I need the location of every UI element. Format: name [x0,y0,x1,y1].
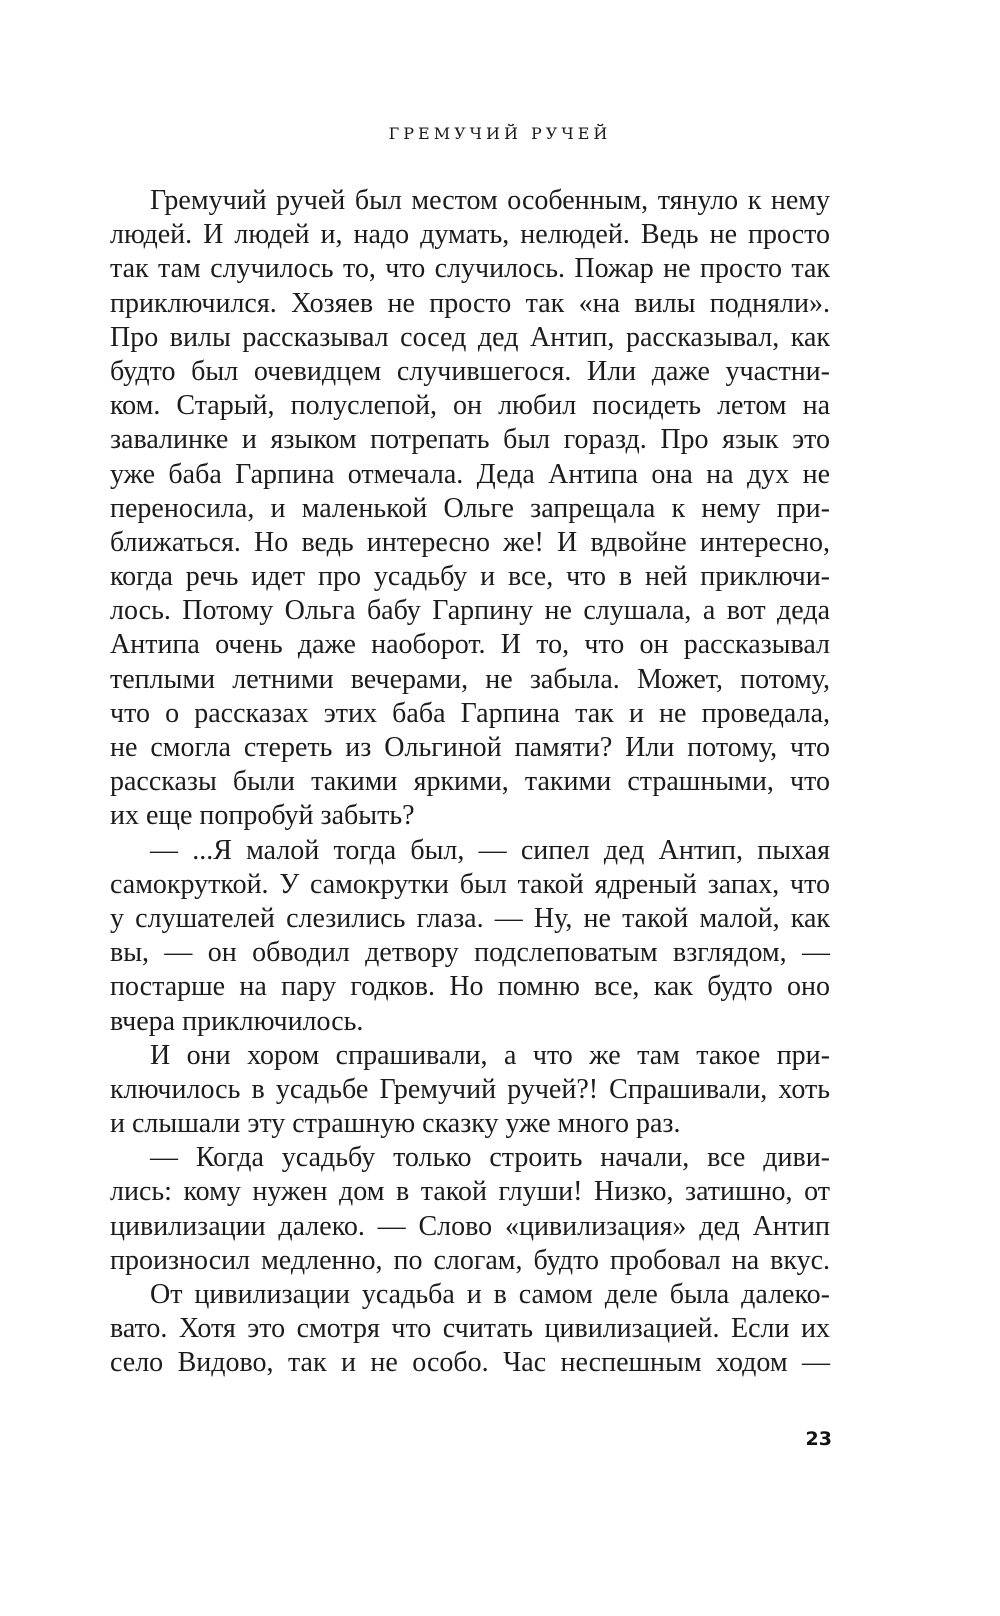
text-line: теплыми летними вечерами, не забыла. Может, потому, [110,663,830,695]
text-line: И они хором спрашивали, а что же там такое при- [150,1039,830,1071]
text-line: лось. Потому Ольга бабу Гарпину не слушала, а вот деда [110,595,830,627]
text-line: уже баба Гарпина отмечала. Деда Антипа она на дух не [110,458,830,490]
text-line: лись: кому нужен дом в такой глуши! Низко, затишно, от [110,1176,830,1208]
text-line: у слушателей слезились глаза. — Ну, не такой малой, как [110,902,830,934]
running-head: ГРЕМУЧИЙ РУЧЕЙ [388,124,612,143]
text-line: Антипа очень даже наоборот. И то, что он рассказывал [110,629,830,661]
text-line: ближаться. Но ведь интересно же! И вдвойне интересно, [110,526,830,558]
text-line: От цивилизации усадьба и в самом деле была далеко- [150,1279,830,1310]
text-line: ком. Старый, полуслепой, он любил посидеть летом на [110,390,830,422]
text-line: когда речь идет про усадьбу и все, что в ней приключи- [110,561,830,593]
text-line: переносила, и маленькой Ольге запрещала к нему при- [110,492,830,524]
text-line: Про вилы рассказывал сосед дед Антип, рассказывал, как [110,321,830,353]
text-line: вы, — он обводил детвору подслеповатым взглядом, — [110,937,830,969]
text-line: самокруткой. У самокрутки был такой ядреный запах, что [110,868,830,900]
text-line: рассказы были такими яркими, такими страшными, что [110,766,830,798]
text-line: приключился. Хозяев не просто так «на вилы подняли». [110,287,830,319]
text-line: вчера приключилось. [110,1005,364,1037]
text-line: произносил медленно, по слогам, будто пробовал на вкус. [110,1244,830,1276]
text-line: их еще попробуй забыть? [110,800,415,832]
text-line: ключилось в усадьбе Гремучий ручей?! Спрашивали, хоть [110,1073,830,1105]
text-line: будто был очевидцем случившегося. Или даже участни- [110,355,830,387]
text-line: людей. И людей и, надо думать, нелюдей. Ведь не просто [110,219,830,251]
text-line: цивилизации далеко. — Слово «цивилизация» дед Антип [110,1210,830,1242]
text-line: — Когда усадьбу только строить начали, все диви- [150,1142,830,1174]
text-line: не смогла стереть из Ольгиной памяти? Или потому, что [110,732,830,763]
text-line: вато. Хотя это смотря что считать цивилизацией. Если их [110,1313,830,1345]
text-line: так там случилось то, что случилось. Пожар не просто так [110,253,830,285]
page-number: 23 [805,1428,832,1450]
text-line: село Видово, так и не особо. Час неспешным ходом — [110,1347,830,1379]
body-text [110,184,830,1381]
text-line: что о рассказах этих баба Гарпина так и не проведала, [110,697,830,729]
text-line: — ...Я малой тогда был, — сипел дед Антип, пыхая [150,834,830,866]
text-line: и слышали эту страшную сказку уже много раз. [110,1108,681,1140]
text-line: постарше на пару годков. Но помню все, как будто оно [110,971,830,1003]
text-line: завалинке и языком потрепать был горазд. Про язык это [110,424,830,456]
text-line: Гремучий ручей был местом особенным, тянуло к нему [150,185,830,216]
